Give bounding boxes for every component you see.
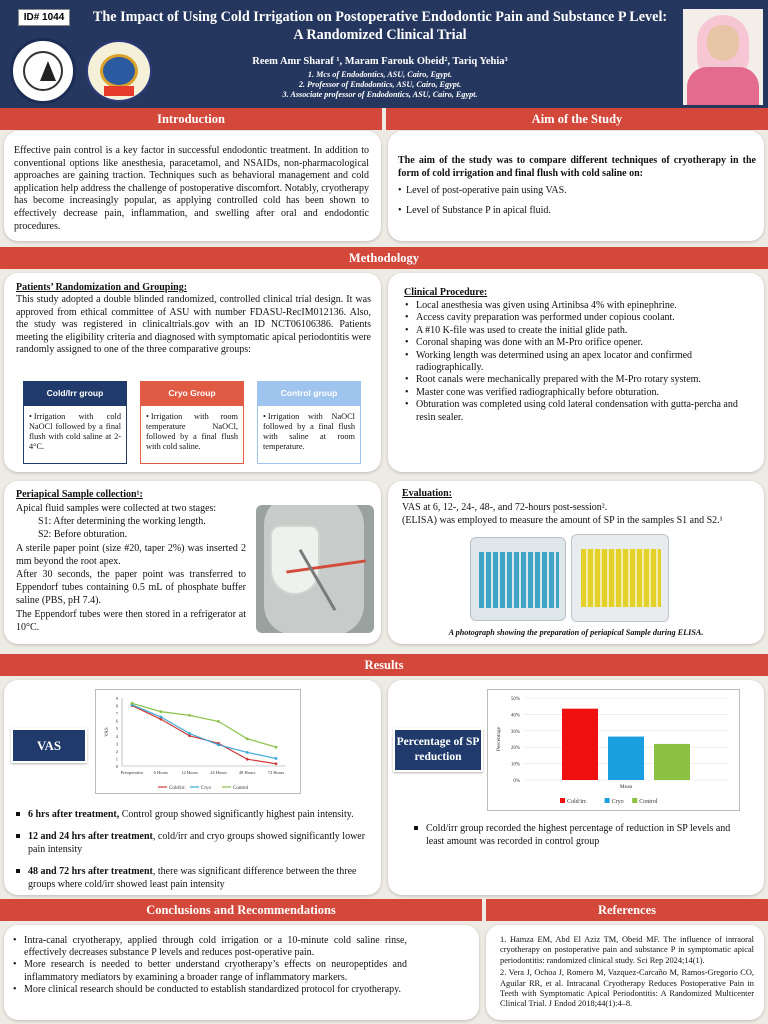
group-cold-irr-desc: Irrigation with cold NaOCl followed by a final flush with cold saline at 2-4°C.	[29, 412, 121, 451]
affiliation-1: 1. Mcs of Endodontics, ASU, Cairo, Egypt.	[307, 70, 453, 79]
y-tick-label: 5	[115, 726, 118, 732]
x-tick-label: 6 Hours	[153, 770, 168, 775]
legend-swatch	[632, 798, 637, 803]
x-tick-label: 24 Hours	[210, 770, 227, 775]
y-tick-label: 4	[115, 733, 118, 739]
evaluation-elisa: (ELISA) was employed to measure the amount of SP in the samples S1 and S2.¹	[402, 515, 723, 526]
conclusions-heading: Conclusions and Recommendations	[0, 899, 482, 921]
periapical-line: S2: Before obturation.	[38, 529, 128, 541]
group-control: Control group • Irrigation with NaOCl followed by a final flush with saline at room temperature.	[257, 381, 361, 464]
affiliation-3: 3. Associate professor of Endodontics, ASU, Cairo, Egypt.	[282, 90, 478, 99]
legend-label: Control	[233, 786, 249, 791]
x-tick-label: 48 Hours	[238, 770, 256, 775]
evaluation-vas: VAS at 6, 12-, 24-, 48-, and 72-hours post-session².	[402, 502, 608, 513]
affiliation-2: 2. Professor of Endodontics, ASU, Cairo, Egypt.	[298, 80, 462, 89]
evaluation-heading: Evaluation:	[402, 488, 453, 499]
society-logo	[86, 40, 152, 102]
periapical-card	[4, 481, 381, 644]
y-tick-label: 0	[115, 764, 118, 769]
clinical-item: • Obturation was completed using cold lateral condensation with gutta-percha and resin sealer.	[404, 399, 749, 424]
y-tick-label: 50%	[510, 697, 520, 702]
sp-chart-svg	[488, 690, 741, 812]
data-point	[159, 710, 162, 713]
y-tick-label: 30%	[510, 729, 520, 735]
aim-lead: The aim of the study was to compare different techniques of cryotherapy in the form of cold irrigation and final flush with cold saline on:	[398, 155, 756, 179]
sp-reduction-label: Percentage of SP reduction	[393, 728, 483, 772]
legend-swatch	[605, 798, 610, 803]
vas-chart-svg	[96, 690, 302, 795]
y-tick-label: 10%	[510, 762, 520, 768]
aim-card: The aim of the study was to compare different techniques of cryotherapy in the form of cold irrigation and final flush with cold saline on: • Level of post-operative pain using VAS. • Level of Substance P in apical fluid.	[388, 131, 764, 241]
clinical-item: • Master cone was verified radiographically before obturation.	[404, 387, 749, 399]
data-point	[246, 751, 249, 754]
clinical-item: • Local anesthesia was given using Artinibsa 4% with epinephrine.	[404, 300, 749, 312]
x-tick-label: 12 Hours	[181, 770, 198, 775]
series-line-cryo	[132, 705, 276, 759]
vas-label: VAS	[11, 728, 87, 763]
clinical-item: • Access cavity preparation was performed under copious coolant.	[404, 312, 749, 324]
introduction-card	[4, 131, 381, 241]
introduction-text: Effective pain control is a key factor in successful endodontic treatment. In addition to conventional options like anesthesia, paracetamol, and NSAIDs, non-pharmacological approaches are gaining traction. Techniques such as behavioral management and cold application help address the challenge of postoperative discomfort. Notably, cryotherapy has become increasingly popular, as applying controlled cold has been shown to effectively decrease pain, inflammation, and swelling after oral and endodontic procedures.	[14, 145, 369, 232]
methodology-heading: Methodology	[0, 247, 768, 269]
conclusions-list	[12, 935, 407, 996]
data-point	[188, 732, 191, 735]
y-axis-label: Percentage	[496, 726, 502, 752]
data-point	[246, 737, 249, 740]
periapical-line: A sterile paper point (size #20, taper 2%) was inserted 2 mm beyond the root apex.	[16, 542, 246, 567]
y-tick-label: 3	[115, 741, 118, 747]
y-tick-label: 9	[115, 696, 118, 701]
reference-item: 1. Hamza EM, Abd El Aziz TM, Obeid MF. The influence of intraoral cryotherapy on postoperative pain and substance P in symptomatic apical periodontitis: randomized clinical study. Sci Rep 2024;14(1).	[500, 935, 754, 965]
data-point	[217, 743, 220, 746]
clinical-item: • Working length was determined using an apex locator and confirmed radiographically.	[404, 350, 749, 375]
clinical-list	[404, 300, 749, 424]
elisa-plate-yellow	[571, 534, 669, 622]
y-tick-label: 0%	[513, 779, 520, 784]
data-point	[188, 714, 191, 717]
legend-swatch	[560, 798, 565, 803]
elisa-caption: A photograph showing the preparation of periapical Sample during ELISA.	[448, 628, 704, 637]
data-point	[159, 715, 162, 718]
poster-title: The Impact of Using Cold Irrigation on Postoperative Endodontic Pain and Substance P Level: A Randomized Clinical Trial	[92, 9, 668, 43]
author-list: Reem Amr Sharaf ¹, Maram Farouk Obeid², Tariq Yehia³	[252, 56, 508, 67]
y-tick-label: 40%	[510, 713, 520, 719]
x-tick-label: Mean	[619, 784, 633, 790]
references-card	[486, 925, 764, 1020]
author-photo	[683, 9, 763, 105]
data-point	[275, 762, 278, 765]
vas-finding-6h: 6 hrs after treatment, Control group showed significantly highest pain intensity.	[14, 808, 369, 821]
clinical-item: • Root canals were mechanically prepared with the M-Pro rotary system.	[404, 374, 749, 386]
x-tick-label: 72 Hours	[267, 770, 285, 775]
conclusion-item: • More research is needed to better understand cryotherapy’s effects on neuropeptides and inflammatory mediators by examining a broader range of inflammatory markers.	[12, 959, 407, 983]
bar-control	[654, 744, 690, 780]
clinical-item: • Coronal shaping was done with an M-Pro orifice opener.	[404, 337, 749, 349]
group-cryo-title: Cryo Group	[140, 381, 244, 406]
id-badge: ID# 1044	[18, 9, 70, 26]
vas-finding-48-72h: 48 and 72 hrs after treatment, there was significant difference between the three groups where cold/irr showed least pain intensity	[14, 865, 369, 891]
clinical-card	[388, 273, 764, 472]
references-heading: References	[486, 899, 768, 921]
university-logo	[10, 38, 76, 104]
group-control-title: Control group	[257, 381, 361, 406]
legend-label: Control	[639, 799, 658, 805]
legend-label: Cryo	[201, 786, 211, 791]
legend-label: Cryo	[611, 799, 624, 805]
randomization-heading: Patients’ Randomization and Grouping:	[16, 282, 188, 293]
conclusion-item: • Intra-canal cryotherapy, applied through cold irrigation or a 10-minute cold saline rinse, effectively decreases substance P levels and reduces post-operative pain.	[12, 935, 407, 959]
group-cold-irr: Cold/Irr group • Irrigation with cold NaOCl followed by a final flush with cold saline at 2-4°C.	[23, 381, 127, 464]
elisa-plate-blue	[470, 537, 566, 621]
clinical-heading: Clinical Procedure:	[404, 287, 488, 298]
data-point	[246, 758, 249, 761]
sp-finding: Cold/irr group recorded the highest percentage of reduction in SP levels and least amount was recorded in control group	[412, 822, 750, 848]
group-control-desc: Irrigation with NaOCl followed by a final flush with saline at room temperature.	[263, 412, 355, 451]
randomization-text: This study adopted a double blinded randomized, controlled clinical trial design. It was approved from ethical committee of ASU with number FDASU-RecIM012136. Also, the study was registered in clinicaltrials.gov with an ID NCT06106386. Patients meeting the eligibility criteria and diagnosed with symptomatic apical periodontitis were randomly assigned to one of the three comparative groups:	[16, 294, 371, 356]
sp-bar-chart	[487, 689, 740, 811]
y-tick-label: 1	[115, 756, 118, 762]
periapical-heading: Periapical Sample collection¹:	[16, 489, 143, 500]
clinical-item: • A #10 K-file was used to create the initial glide path.	[404, 325, 749, 337]
poster-header	[0, 0, 768, 108]
data-point	[275, 757, 278, 760]
periapical-body	[16, 502, 246, 634]
group-cryo-desc: Irrigation with room temperature NaOCl, followed by a final flush with cold saline.	[146, 412, 238, 451]
conclusions-card	[4, 925, 479, 1020]
vas-line-chart	[95, 689, 301, 794]
bar-coldirr	[562, 709, 598, 780]
vas-finding-12-24h: 12 and 24 hrs after treatment, cold/irr and cryo groups showed significantly lower pain intensity	[14, 830, 369, 856]
series-line-control	[132, 703, 276, 747]
introduction-heading: Introduction	[0, 108, 382, 130]
vas-findings	[14, 808, 369, 900]
y-tick-label: 7	[115, 711, 118, 717]
y-tick-label: 6	[115, 718, 118, 724]
x-tick-label: Preoperative	[120, 770, 144, 775]
results-heading: Results	[0, 654, 768, 676]
periapical-line: After 30 seconds, the paper point was transferred to Eppendorf tubes containing 0.5 mL of phosphate buffer saline (PBS, pH 7.4).	[16, 569, 246, 607]
data-point	[217, 720, 220, 723]
references-list	[486, 935, 754, 1010]
evaluation-card	[388, 481, 764, 644]
periapical-line: Apical fluid samples were collected at two stages:	[16, 503, 217, 514]
y-tick-label: 20%	[510, 746, 520, 752]
aim-item-vas: Level of post-operative pain using VAS.	[406, 185, 567, 196]
aim-item-substance-p: Level of Substance P in apical fluid.	[406, 204, 551, 216]
bar-cryo	[608, 737, 644, 780]
y-tick-label: 2	[115, 748, 118, 754]
reference-item: 2. Vera J, Ochoa J, Romero M, Vazquez-Carcaño M, Ramos-Gregorio CO, Aguilar RR, et al. Intracanal Cryotherapy Reduces Postoperative Pain in Teeth with Symptomatic Apical Periodontitis: A Randomized Multicenter Clinical Trial. J Endod 2018;44(1):4–8.	[500, 968, 754, 1009]
data-point	[275, 746, 278, 749]
periapical-line: The Eppendorf tubes were then stored in a refrigerator at 10°C.	[16, 608, 246, 633]
data-point	[131, 702, 134, 705]
group-cold-irr-title: Cold/Irr group	[23, 381, 127, 406]
legend-label: Cold/irr.	[567, 799, 588, 805]
sample-photo	[256, 505, 374, 633]
y-axis-label: VAS	[105, 727, 110, 737]
y-tick-label: 8	[115, 703, 118, 709]
sp-findings	[412, 822, 750, 857]
legend-label: Cold/irr.	[169, 786, 186, 791]
periapical-line: S1: After determining the working length.	[38, 516, 206, 528]
aim-heading: Aim of the Study	[386, 108, 768, 130]
conclusion-item: • More clinical research should be conducted to establish standardized protocol for cryotherapy.	[12, 984, 407, 996]
group-cryo: Cryo Group • Irrigation with room temperature NaOCl, followed by a final flush with cold saline.	[140, 381, 244, 464]
